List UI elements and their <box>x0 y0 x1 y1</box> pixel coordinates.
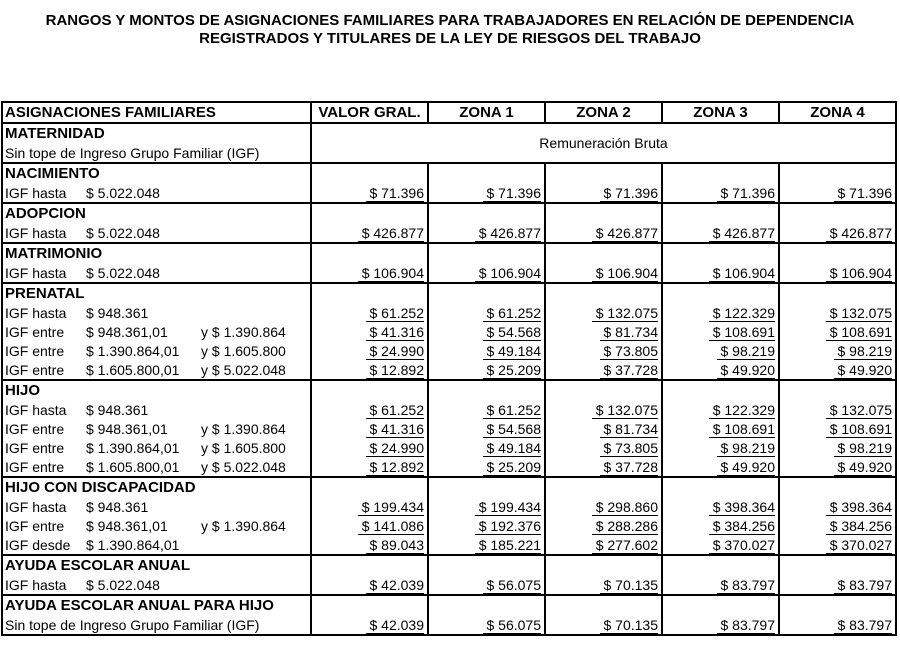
section-header-row <box>2 595 896 615</box>
section-header-row <box>2 203 896 223</box>
asignaciones-table <box>1 101 897 636</box>
row-label: IGF hasta $ 948.361 <box>2 303 311 322</box>
value-cell: $ 384.256 <box>779 516 896 535</box>
value-cell: $ 25.209 <box>428 457 545 477</box>
table-row <box>2 360 896 380</box>
row-label: IGF entre $ 1.390.864,01 y $ 1.605.800 <box>2 438 311 457</box>
row-label: IGF hasta $ 5.022.048 <box>2 223 311 243</box>
value-cell: $ 398.364 <box>779 497 896 516</box>
section-header-row <box>2 123 896 143</box>
value-cell: $ 42.039 <box>311 575 428 595</box>
row-label: IGF hasta $ 948.361 <box>2 497 311 516</box>
section-header-row <box>2 283 896 303</box>
value-cell: $ 61.252 <box>311 303 428 322</box>
row-label: IGF entre $ 1.390.864,01 y $ 1.605.800 <box>2 341 311 360</box>
value-cell: $ 132.075 <box>779 400 896 419</box>
value-cell: $ 73.805 <box>545 341 662 360</box>
table-row <box>2 341 896 360</box>
value-cell: $ 37.728 <box>545 457 662 477</box>
value-cell: $ 49.920 <box>779 457 896 477</box>
table-row <box>2 303 896 322</box>
row-label: IGF entre $ 948.361,01 y $ 1.390.864 <box>2 419 311 438</box>
value-cell: $ 98.219 <box>662 341 779 360</box>
value-cell: $ 277.602 <box>545 535 662 555</box>
value-cell: $ 83.797 <box>662 575 779 595</box>
section-header-matrimonio: MATRIMONIO <box>2 243 311 263</box>
value-cell: $ 37.728 <box>545 360 662 380</box>
section-header-ayuda-escolar-hijo: AYUDA ESCOLAR ANUAL PARA HIJO <box>2 595 311 615</box>
value-cell: $ 370.027 <box>779 535 896 555</box>
value-cell: $ 54.568 <box>428 322 545 341</box>
column-header: ASIGNACIONES FAMILIARES <box>2 102 311 123</box>
table-row <box>2 457 896 477</box>
value-cell: $ 108.691 <box>662 322 779 341</box>
value-cell: $ 122.329 <box>662 400 779 419</box>
section-header-row <box>2 380 896 400</box>
value-cell: $ 106.904 <box>428 263 545 283</box>
value-cell: $ 106.904 <box>662 263 779 283</box>
value-cell: $ 106.904 <box>545 263 662 283</box>
value-cell: $ 56.075 <box>428 575 545 595</box>
value-cell: $ 426.877 <box>779 223 896 243</box>
table-header-row <box>2 102 896 123</box>
section-header-row <box>2 555 896 575</box>
section-header-ayuda-escolar: AYUDA ESCOLAR ANUAL <box>2 555 311 575</box>
value-cell: $ 426.877 <box>545 223 662 243</box>
value-cell: $ 98.219 <box>662 438 779 457</box>
value-cell: $ 49.920 <box>662 360 779 380</box>
document-title-line-1: RANGOS Y MONTOS DE ASIGNACIONES FAMILIARES PARA TRABAJADORES EN RELACIÓN DE DEPENDENCIA <box>45 12 855 29</box>
table-row <box>2 575 896 595</box>
value-cell: $ 25.209 <box>428 360 545 380</box>
table-row <box>2 183 896 203</box>
table-row <box>2 516 896 535</box>
section-header-maternidad: MATERNIDAD <box>2 123 311 143</box>
section-header-hijo: HIJO <box>2 380 311 400</box>
value-cell: $ 199.434 <box>428 497 545 516</box>
table-row <box>2 419 896 438</box>
table-row <box>2 400 896 419</box>
value-cell: $ 71.396 <box>662 183 779 203</box>
value-cell: $ 384.256 <box>662 516 779 535</box>
value-cell: $ 288.286 <box>545 516 662 535</box>
value-cell: $ 61.252 <box>428 303 545 322</box>
value-cell: $ 71.396 <box>779 183 896 203</box>
table-row <box>2 263 896 283</box>
value-cell: $ 106.904 <box>779 263 896 283</box>
row-label: IGF hasta $ 5.022.048 <box>2 183 311 203</box>
value-cell: $ 192.376 <box>428 516 545 535</box>
value-cell: $ 49.920 <box>779 360 896 380</box>
value-cell: $ 426.877 <box>662 223 779 243</box>
section-header-row <box>2 163 896 183</box>
value-cell: $ 132.075 <box>545 400 662 419</box>
row-label: IGF hasta $ 5.022.048 <box>2 575 311 595</box>
value-cell: $ 141.086 <box>311 516 428 535</box>
value-cell: $ 56.075 <box>428 615 545 635</box>
value-cell: $ 42.039 <box>311 615 428 635</box>
row-label: IGF hasta $ 5.022.048 <box>2 263 311 283</box>
section-header-row <box>2 477 896 497</box>
column-header: ZONA 2 <box>545 102 662 123</box>
row-label: IGF entre $ 1.605.800,01 y $ 5.022.048 <box>2 360 311 380</box>
table-row <box>2 535 896 555</box>
value-cell: $ 81.734 <box>545 419 662 438</box>
row-label: Sin tope de Ingreso Grupo Familiar (IGF) <box>2 615 311 635</box>
column-header: ZONA 4 <box>779 102 896 123</box>
value-cell: $ 61.252 <box>311 400 428 419</box>
value-cell: $ 398.364 <box>662 497 779 516</box>
value-cell: $ 98.219 <box>779 438 896 457</box>
value-cell: $ 426.877 <box>311 223 428 243</box>
value-cell: $ 73.805 <box>545 438 662 457</box>
value-cell: $ 54.568 <box>428 419 545 438</box>
table-row <box>2 438 896 457</box>
section-header-hijo-discapacidad: HIJO CON DISCAPACIDAD <box>2 477 311 497</box>
value-cell: $ 71.396 <box>428 183 545 203</box>
value-cell: $ 108.691 <box>779 322 896 341</box>
value-cell: $ 12.892 <box>311 457 428 477</box>
value-cell: $ 49.920 <box>662 457 779 477</box>
table-row <box>2 322 896 341</box>
value-cell: $ 426.877 <box>428 223 545 243</box>
section-header-row <box>2 243 896 263</box>
section-header-adopcion: ADOPCION <box>2 203 311 223</box>
value-cell: $ 70.135 <box>545 615 662 635</box>
value-cell: $ 108.691 <box>779 419 896 438</box>
row-label: IGF entre $ 948.361,01 y $ 1.390.864 <box>2 322 311 341</box>
value-cell: $ 81.734 <box>545 322 662 341</box>
value-cell: $ 41.316 <box>311 419 428 438</box>
value-cell: $ 71.396 <box>545 183 662 203</box>
value-cell: $ 24.990 <box>311 438 428 457</box>
value-cell: $ 298.860 <box>545 497 662 516</box>
row-label: IGF entre $ 948.361,01 y $ 1.390.864 <box>2 516 311 535</box>
row-label: Sin tope de Ingreso Grupo Familiar (IGF) <box>2 143 311 163</box>
row-label: IGF entre $ 1.605.800,01 y $ 5.022.048 <box>2 457 311 477</box>
value-cell: $ 49.184 <box>428 438 545 457</box>
row-label: IGF hasta $ 948.361 <box>2 400 311 419</box>
value-cell: $ 122.329 <box>662 303 779 322</box>
value-cell: $ 199.434 <box>311 497 428 516</box>
table-row <box>2 223 896 243</box>
value-cell: $ 98.219 <box>779 341 896 360</box>
value-cell: $ 132.075 <box>545 303 662 322</box>
value-cell: $ 70.135 <box>545 575 662 595</box>
remuneracion-bruta-cell: Remuneración Bruta <box>311 123 896 163</box>
column-header: ZONA 3 <box>662 102 779 123</box>
value-cell: $ 185.221 <box>428 535 545 555</box>
value-cell: $ 83.797 <box>779 575 896 595</box>
value-cell: $ 41.316 <box>311 322 428 341</box>
value-cell: $ 61.252 <box>428 400 545 419</box>
document-title-line-2: REGISTRADOS Y TITULARES DE LA LEY DE RIESGOS DEL TRABAJO <box>199 30 701 47</box>
value-cell: $ 89.043 <box>311 535 428 555</box>
value-cell: $ 83.797 <box>662 615 779 635</box>
value-cell: $ 83.797 <box>779 615 896 635</box>
column-header: ZONA 1 <box>428 102 545 123</box>
row-label: IGF desde $ 1.390.864,01 <box>2 535 311 555</box>
table-row <box>2 615 896 635</box>
table-row <box>2 497 896 516</box>
value-cell: $ 12.892 <box>311 360 428 380</box>
value-cell: $ 24.990 <box>311 341 428 360</box>
section-header-nacimiento: NACIMIENTO <box>2 163 311 183</box>
column-header: VALOR GRAL. <box>311 102 428 123</box>
value-cell: $ 108.691 <box>662 419 779 438</box>
value-cell: $ 71.396 <box>311 183 428 203</box>
section-header-prenatal: PRENATAL <box>2 283 311 303</box>
value-cell: $ 49.184 <box>428 341 545 360</box>
value-cell: $ 370.027 <box>662 535 779 555</box>
value-cell: $ 132.075 <box>779 303 896 322</box>
value-cell: $ 106.904 <box>311 263 428 283</box>
